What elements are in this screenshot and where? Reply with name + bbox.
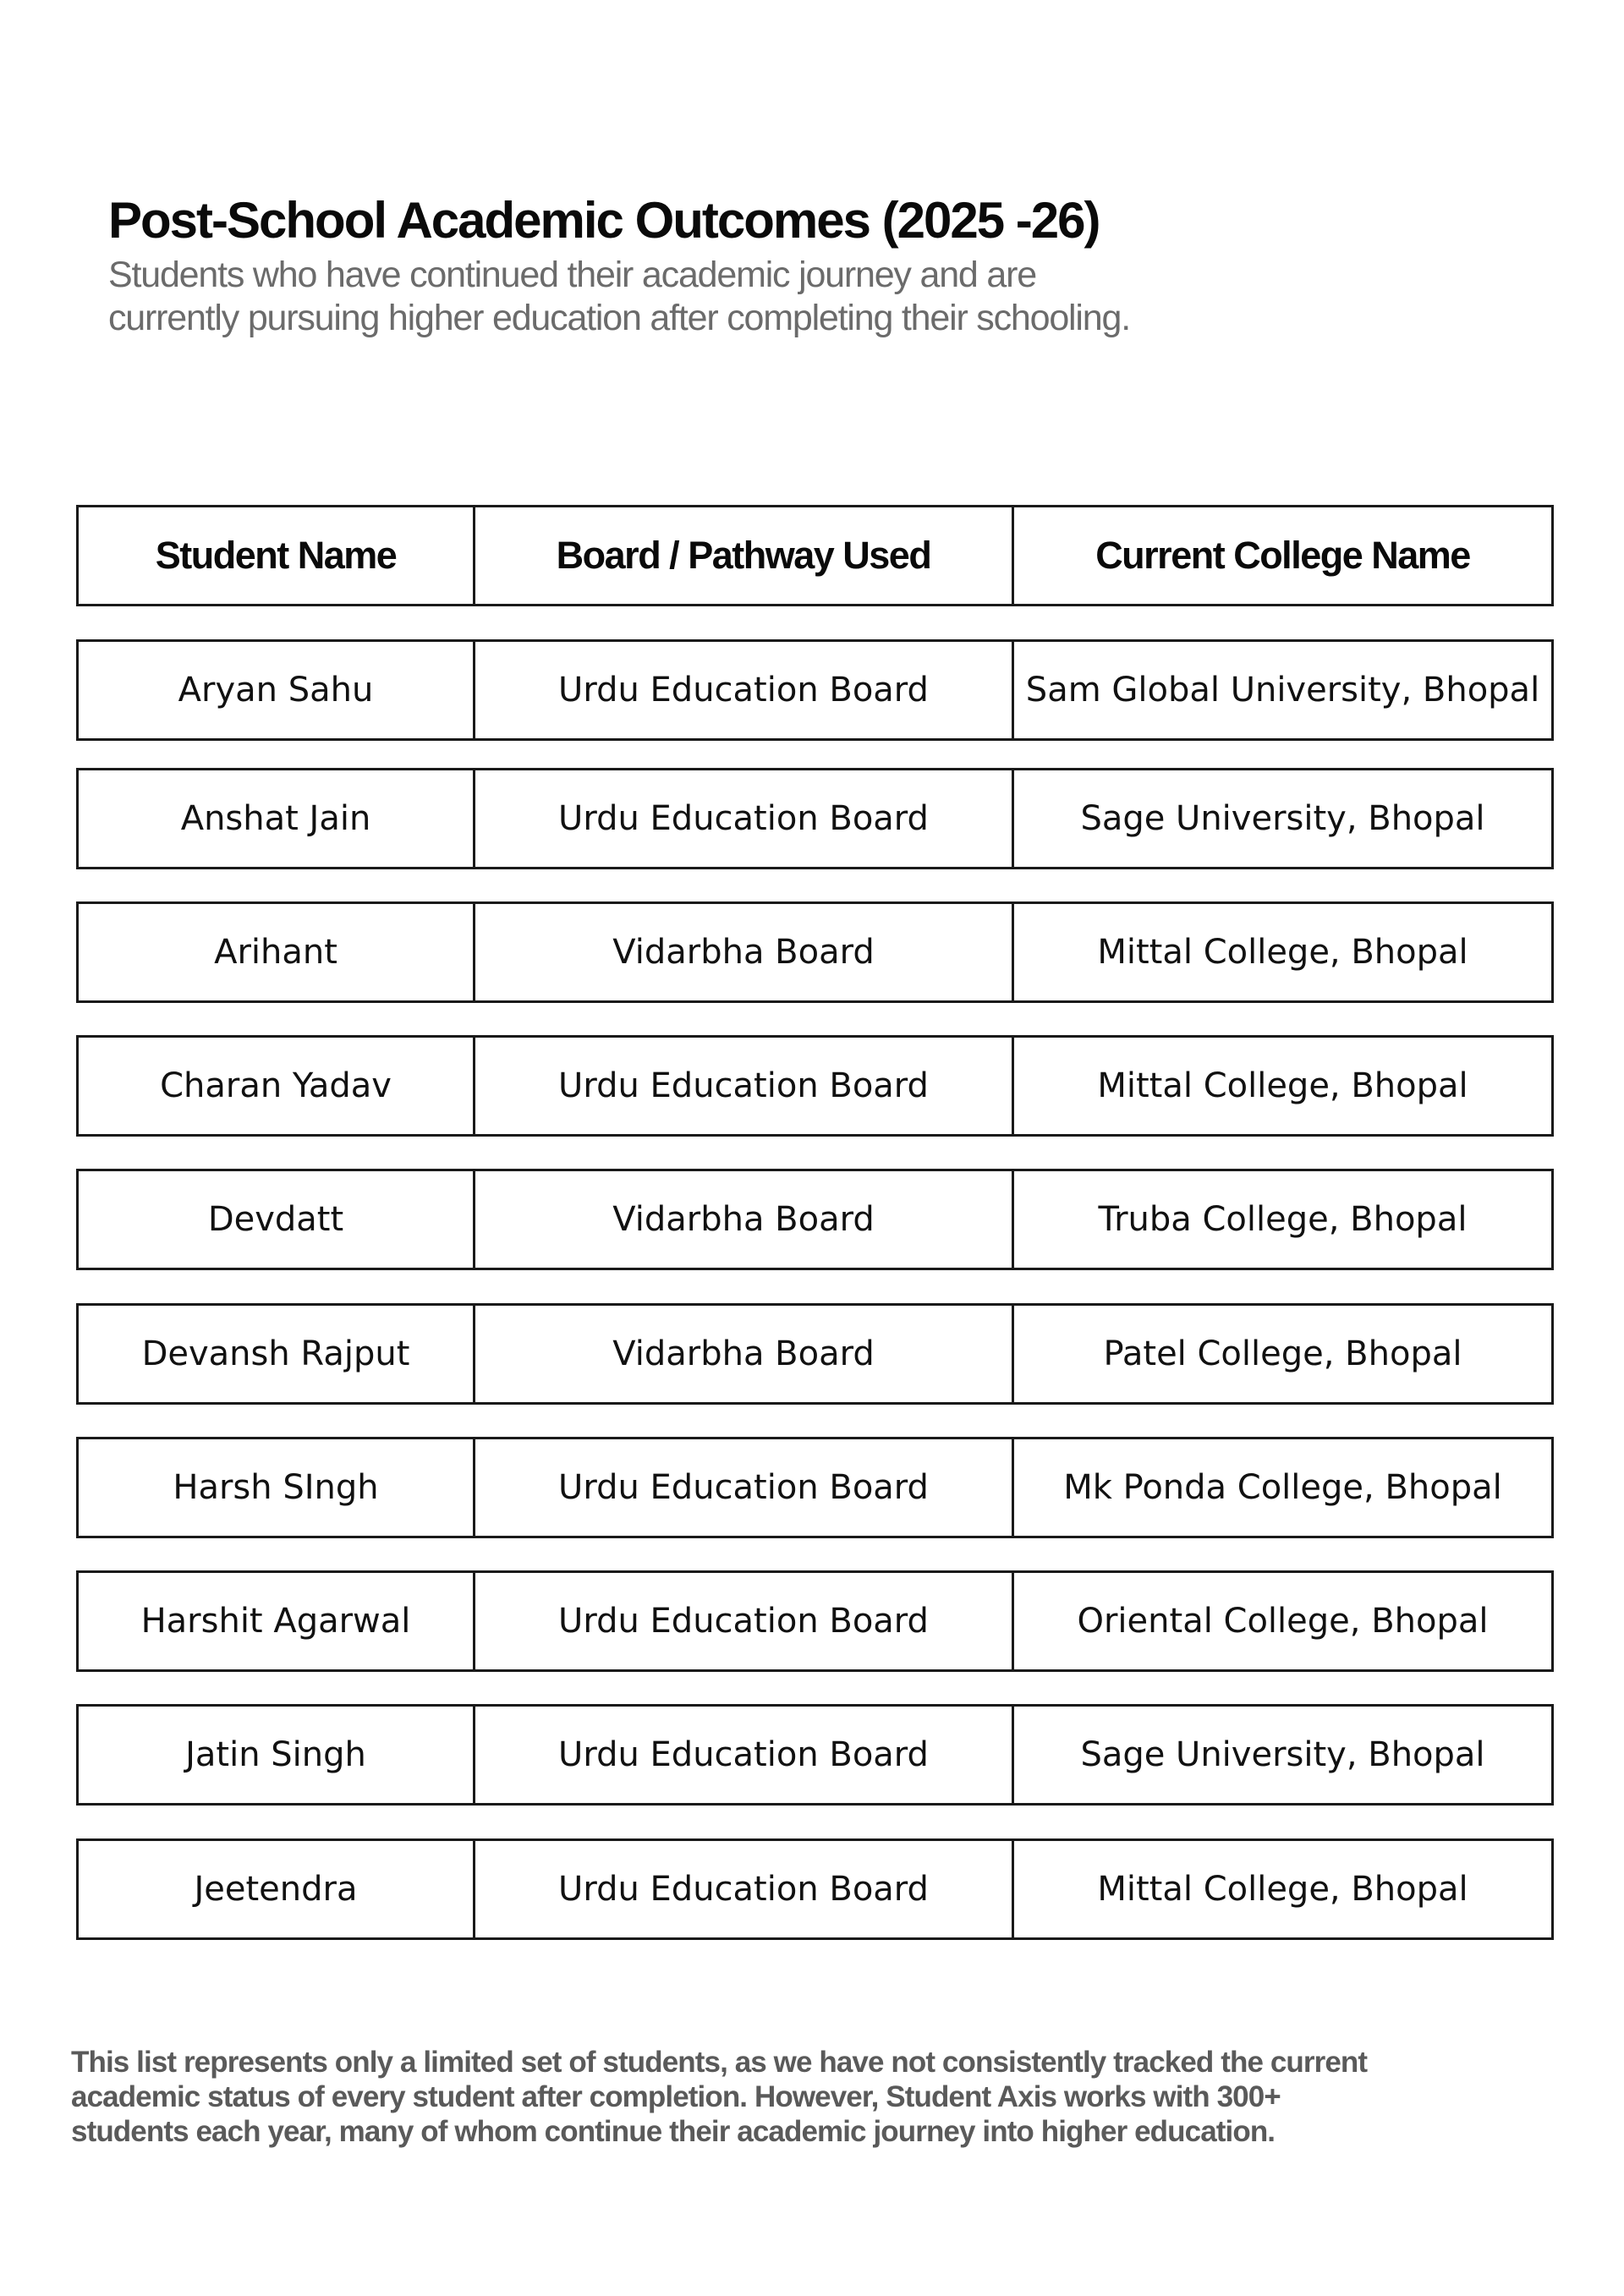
board-cell: Urdu Education Board (473, 639, 1014, 741)
board-cell: Vidarbha Board (473, 1303, 1014, 1405)
table-row (76, 1704, 1554, 1806)
footnote (71, 2045, 1560, 2149)
college-cell: Oriental College, Bhopal (1012, 1570, 1554, 1672)
column-header-student-name: Student Name (76, 505, 475, 606)
table-row (76, 1169, 1554, 1270)
page-title: Post-School Academic Outcomes (2025 -26) (108, 192, 1100, 249)
college-cell: Mittal College, Bhopal (1012, 1838, 1554, 1940)
student-name-cell: Anshat Jain (76, 768, 475, 869)
college-cell: Mk Ponda College, Bhopal (1012, 1437, 1554, 1538)
table-row (76, 1035, 1554, 1137)
board-cell: Urdu Education Board (473, 1035, 1014, 1137)
table-row (76, 639, 1554, 741)
table-row (76, 1570, 1554, 1672)
table-row (76, 1437, 1554, 1538)
table-row (76, 901, 1554, 1003)
board-cell: Urdu Education Board (473, 1838, 1014, 1940)
table-row (76, 768, 1554, 869)
college-cell: Mittal College, Bhopal (1012, 901, 1554, 1003)
student-name-cell: Arihant (76, 901, 475, 1003)
board-cell: Urdu Education Board (473, 1704, 1014, 1806)
column-header-board-pathway: Board / Pathway Used (473, 505, 1014, 606)
column-header-college-name: Current College Name (1012, 505, 1554, 606)
student-name-cell: Jatin Singh (76, 1704, 475, 1806)
subtitle-line: currently pursuing higher education after completing their schooling. (108, 298, 1130, 338)
college-cell: Mittal College, Bhopal (1012, 1035, 1554, 1137)
student-name-cell: Devansh Rajput (76, 1303, 475, 1405)
college-cell: Sage University, Bhopal (1012, 1704, 1554, 1806)
footnote-line: students each year, many of whom continue their academic journey into higher education. (71, 2115, 1276, 2148)
college-cell: Truba College, Bhopal (1012, 1169, 1554, 1270)
student-name-cell: Devdatt (76, 1169, 475, 1270)
subtitle-line: Students who have continued their academic journey and are (108, 255, 1036, 295)
board-cell: Vidarbha Board (473, 1169, 1014, 1270)
student-name-cell: Aryan Sahu (76, 639, 475, 741)
student-name-cell: Jeetendra (76, 1838, 475, 1940)
college-cell: Sage University, Bhopal (1012, 768, 1554, 869)
student-name-cell: Charan Yadav (76, 1035, 475, 1137)
student-name-cell: Harshit Agarwal (76, 1570, 475, 1672)
board-cell: Urdu Education Board (473, 1570, 1014, 1672)
footnote-line: This list represents only a limited set of students, as we have not consistently tracked the current (71, 2046, 1368, 2079)
table-row (76, 1303, 1554, 1405)
student-name-cell: Harsh SIngh (76, 1437, 475, 1538)
board-cell: Urdu Education Board (473, 1437, 1014, 1538)
footnote-line: academic status of every student after completion. However, Student Axis works with 300+ (71, 2080, 1281, 2113)
board-cell: Urdu Education Board (473, 768, 1014, 869)
table-row (76, 1838, 1554, 1940)
college-cell: Sam Global University, Bhopal (1012, 639, 1554, 741)
college-cell: Patel College, Bhopal (1012, 1303, 1554, 1405)
board-cell: Vidarbha Board (473, 901, 1014, 1003)
table-header-row (76, 505, 1554, 606)
page-subtitle (108, 254, 1377, 340)
